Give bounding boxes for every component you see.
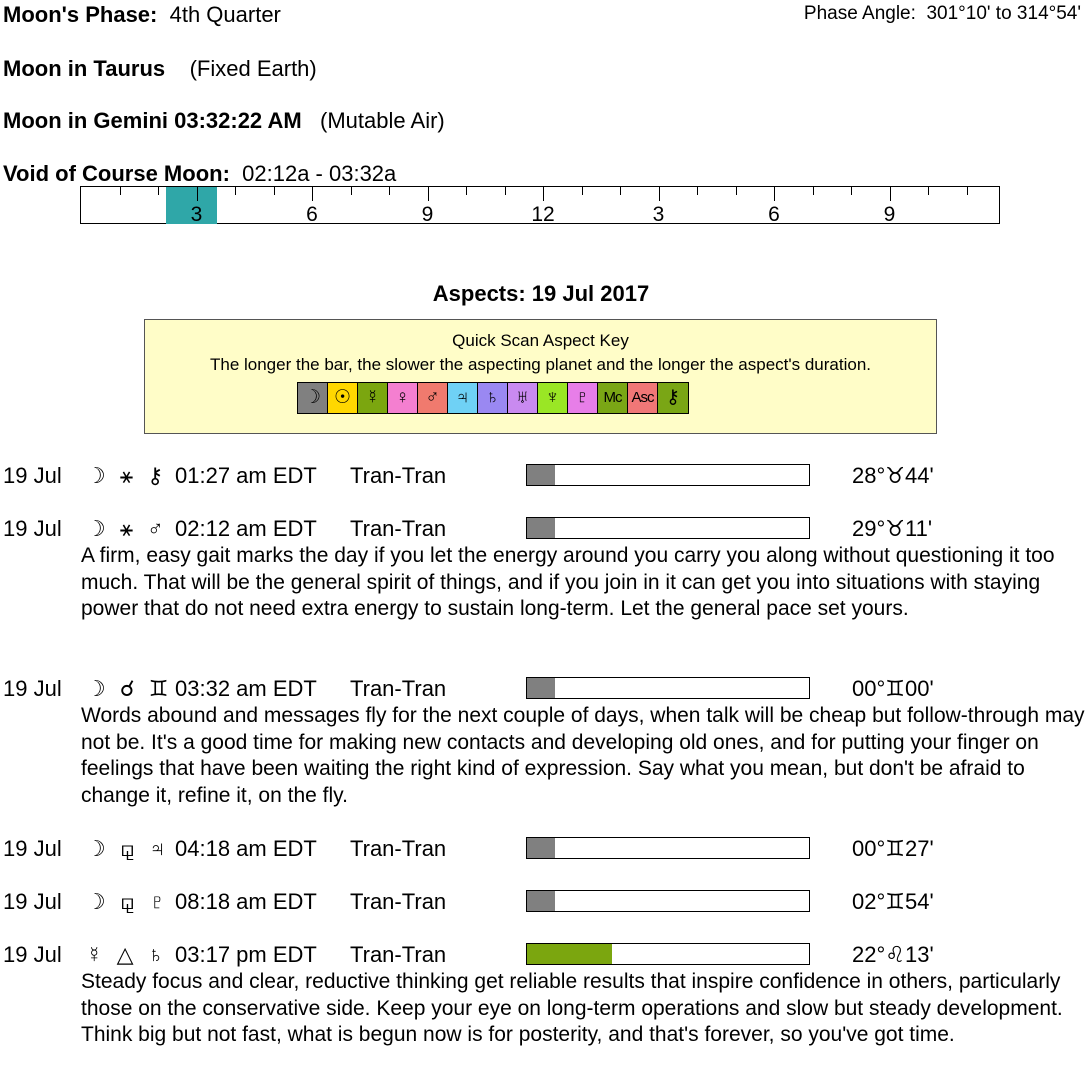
timeline-tick xyxy=(851,187,852,195)
key-saturn-icon: ♄ xyxy=(478,383,508,413)
aspect-duration-bar xyxy=(526,890,810,912)
timeline-tick xyxy=(158,187,159,195)
moon-sign-1-label: Moon in Taurus xyxy=(3,56,166,81)
phase-angle-line xyxy=(804,2,1081,26)
moon-phase-line xyxy=(3,2,281,28)
aspect-interpretation: Words abound and messages fly for the next couple of days, when talk will be cheap but follow-through may not be. It's a good time for making new contacts and developing old ones, and for putting your finger on feelings that have been waiting the right kind of expression. Say what you mean, but don't be afraid to change it, refine it, on the fly. xyxy=(81,704,1085,807)
key-ascendant-icon: Asc xyxy=(628,383,658,413)
aspect-row xyxy=(0,941,1088,969)
timeline-tick xyxy=(774,187,775,201)
timeline-tick xyxy=(389,187,390,195)
aspect-date: 19 Jul xyxy=(3,676,62,701)
aspect-date: 19 Jul xyxy=(3,836,62,861)
timeline-tick xyxy=(312,187,313,201)
timeline-tick xyxy=(543,187,544,201)
aspect-glyph: ☽ ⚼ ♃ xyxy=(86,836,170,861)
aspect-date: 19 Jul xyxy=(3,463,62,488)
aspect-key-title: Quick Scan Aspect Key xyxy=(452,331,629,350)
moon-phase-value: 4th Quarter xyxy=(169,2,281,27)
aspect-duration-fill xyxy=(527,465,555,485)
timeline-hour-label: 9 xyxy=(883,203,896,226)
aspect-type: Tran-Tran xyxy=(350,942,447,967)
timeline-tick xyxy=(928,187,929,195)
aspect-type: Tran-Tran xyxy=(350,836,447,861)
aspect-duration-bar xyxy=(526,464,810,486)
timeline-tick xyxy=(620,187,621,195)
key-mars-icon: ♂ xyxy=(418,383,448,413)
timeline-tick xyxy=(813,187,814,195)
aspect-time: 08:18 am EDT xyxy=(175,889,317,914)
timeline-hour-label: 12 xyxy=(531,203,555,226)
aspects-title: Aspects: 19 Jul 2017 xyxy=(432,281,650,306)
aspect-duration-bar xyxy=(526,517,810,539)
void-of-course-value: 02:12a - 03:32a xyxy=(242,161,397,186)
aspect-glyph: ☽ ☌ ♊ xyxy=(86,676,173,701)
timeline-hour-label: 6 xyxy=(768,203,780,226)
timeline-tick xyxy=(351,187,352,195)
aspect-glyph: ☽ ⚼ ♇ xyxy=(86,889,170,914)
aspect-duration-fill xyxy=(527,891,555,911)
aspect-position: 00°♊27' xyxy=(852,836,934,861)
key-chiron-icon: ⚷ xyxy=(658,383,688,413)
aspect-time: 02:12 am EDT xyxy=(175,516,317,541)
aspect-position: 00°♊00' xyxy=(852,676,934,701)
void-of-course-line xyxy=(3,161,396,187)
aspect-row xyxy=(0,835,1088,863)
timeline-tick xyxy=(235,187,236,195)
aspect-duration-fill xyxy=(527,838,555,858)
timeline-tick xyxy=(659,187,660,201)
aspect-duration-fill xyxy=(527,678,555,698)
void-of-course-label: Void of Course Moon: xyxy=(3,161,230,186)
aspect-position: 29°♉11' xyxy=(852,516,933,541)
timeline-tick xyxy=(967,187,968,195)
key-moon-icon: ☽ xyxy=(298,383,328,413)
key-pluto-icon: ♇ xyxy=(568,383,598,413)
timeline-hour-label: 3 xyxy=(652,203,665,226)
timeline-hour-label: 3 xyxy=(190,203,203,226)
aspect-glyph: ☽ ⚹ ⚷ xyxy=(86,463,168,488)
key-venus-icon: ♀ xyxy=(388,383,418,413)
key-midheaven-icon: Mc xyxy=(598,383,628,413)
key-neptune-icon: ♆ xyxy=(538,383,568,413)
key-mercury-icon: ☿ xyxy=(358,383,388,413)
aspect-time: 04:18 am EDT xyxy=(175,836,317,861)
aspect-time: 03:17 pm EDT xyxy=(175,942,317,967)
aspect-row xyxy=(0,515,1088,543)
aspect-interpretation: Steady focus and clear, reductive thinking get reliable results that inspire confidence in others, particularly those on the conservative side. Keep your eye on long-term operations and slow but steady development. Think big but not fast, what is begun now is for posterity, and that's forever, so you've got time. xyxy=(81,970,1063,1046)
void-of-course-timeline xyxy=(80,186,1000,224)
aspect-row xyxy=(0,888,1088,916)
aspect-type: Tran-Tran xyxy=(350,463,447,488)
aspect-date: 19 Jul xyxy=(3,516,62,541)
timeline-hour-label: 9 xyxy=(421,203,434,226)
moon-sign-1-note: (Fixed Earth) xyxy=(189,56,317,81)
timeline-tick xyxy=(120,187,121,195)
timeline-tick xyxy=(428,187,429,201)
aspect-key-box xyxy=(144,319,937,434)
timeline-tick xyxy=(197,187,198,201)
aspect-row xyxy=(0,675,1088,703)
key-uranus-icon: ♅ xyxy=(508,383,538,413)
timeline-tick xyxy=(697,187,698,195)
aspect-type: Tran-Tran xyxy=(350,889,447,914)
aspect-time: 03:32 am EDT xyxy=(175,676,317,701)
moon-sign-line-2 xyxy=(3,108,445,134)
moon-phase-label: Moon's Phase: xyxy=(3,2,158,27)
moon-sign-line-1 xyxy=(3,56,317,82)
timeline-tick xyxy=(736,187,737,195)
planet-color-key xyxy=(297,382,689,414)
aspect-position: 22°♌13' xyxy=(852,942,934,967)
aspect-row xyxy=(0,462,1088,490)
aspect-glyph: ☽ ⚹ ♂ xyxy=(86,516,168,541)
aspect-position: 02°♊54' xyxy=(852,889,934,914)
aspect-key-description: The longer the bar, the slower the aspecting planet and the longer the aspect's duration. xyxy=(209,355,872,374)
aspect-type: Tran-Tran xyxy=(350,676,447,701)
aspect-duration-fill xyxy=(527,518,555,538)
aspect-duration-bar xyxy=(526,837,810,859)
timeline-tick xyxy=(274,187,275,195)
aspect-duration-bar xyxy=(526,677,810,699)
key-jupiter-icon: ♃ xyxy=(448,383,478,413)
timeline-tick xyxy=(466,187,467,195)
aspect-position: 28°♉44' xyxy=(852,463,934,488)
timeline-tick xyxy=(505,187,506,195)
moon-sign-2-note: (Mutable Air) xyxy=(320,108,445,133)
key-sun-icon: ☉ xyxy=(328,383,358,413)
aspect-type: Tran-Tran xyxy=(350,516,447,541)
aspect-interpretation: A firm, easy gait marks the day if you let the energy around you carry you along without questioning it too much. That will be the general spirit of things, and if you join in it can get you into situations with staying power that do not need extra energy to sustain long-term. Let the general pace set yours. xyxy=(81,544,1055,620)
phase-angle-label: Phase Angle: xyxy=(803,3,916,24)
timeline-tick xyxy=(582,187,583,195)
aspect-duration-bar xyxy=(526,943,810,965)
aspect-date: 19 Jul xyxy=(3,942,62,967)
moon-sign-2-label: Moon in Gemini 03:32:22 AM xyxy=(3,108,302,133)
aspect-glyph: ☿ △ ♄ xyxy=(86,942,169,967)
aspect-duration-fill xyxy=(527,944,612,964)
phase-angle-value: 301°10' to 314°54' xyxy=(926,3,1081,24)
timeline-hour-label: 6 xyxy=(306,203,318,226)
aspect-time: 01:27 am EDT xyxy=(175,463,317,488)
timeline-tick xyxy=(890,187,891,201)
aspect-date: 19 Jul xyxy=(3,889,62,914)
